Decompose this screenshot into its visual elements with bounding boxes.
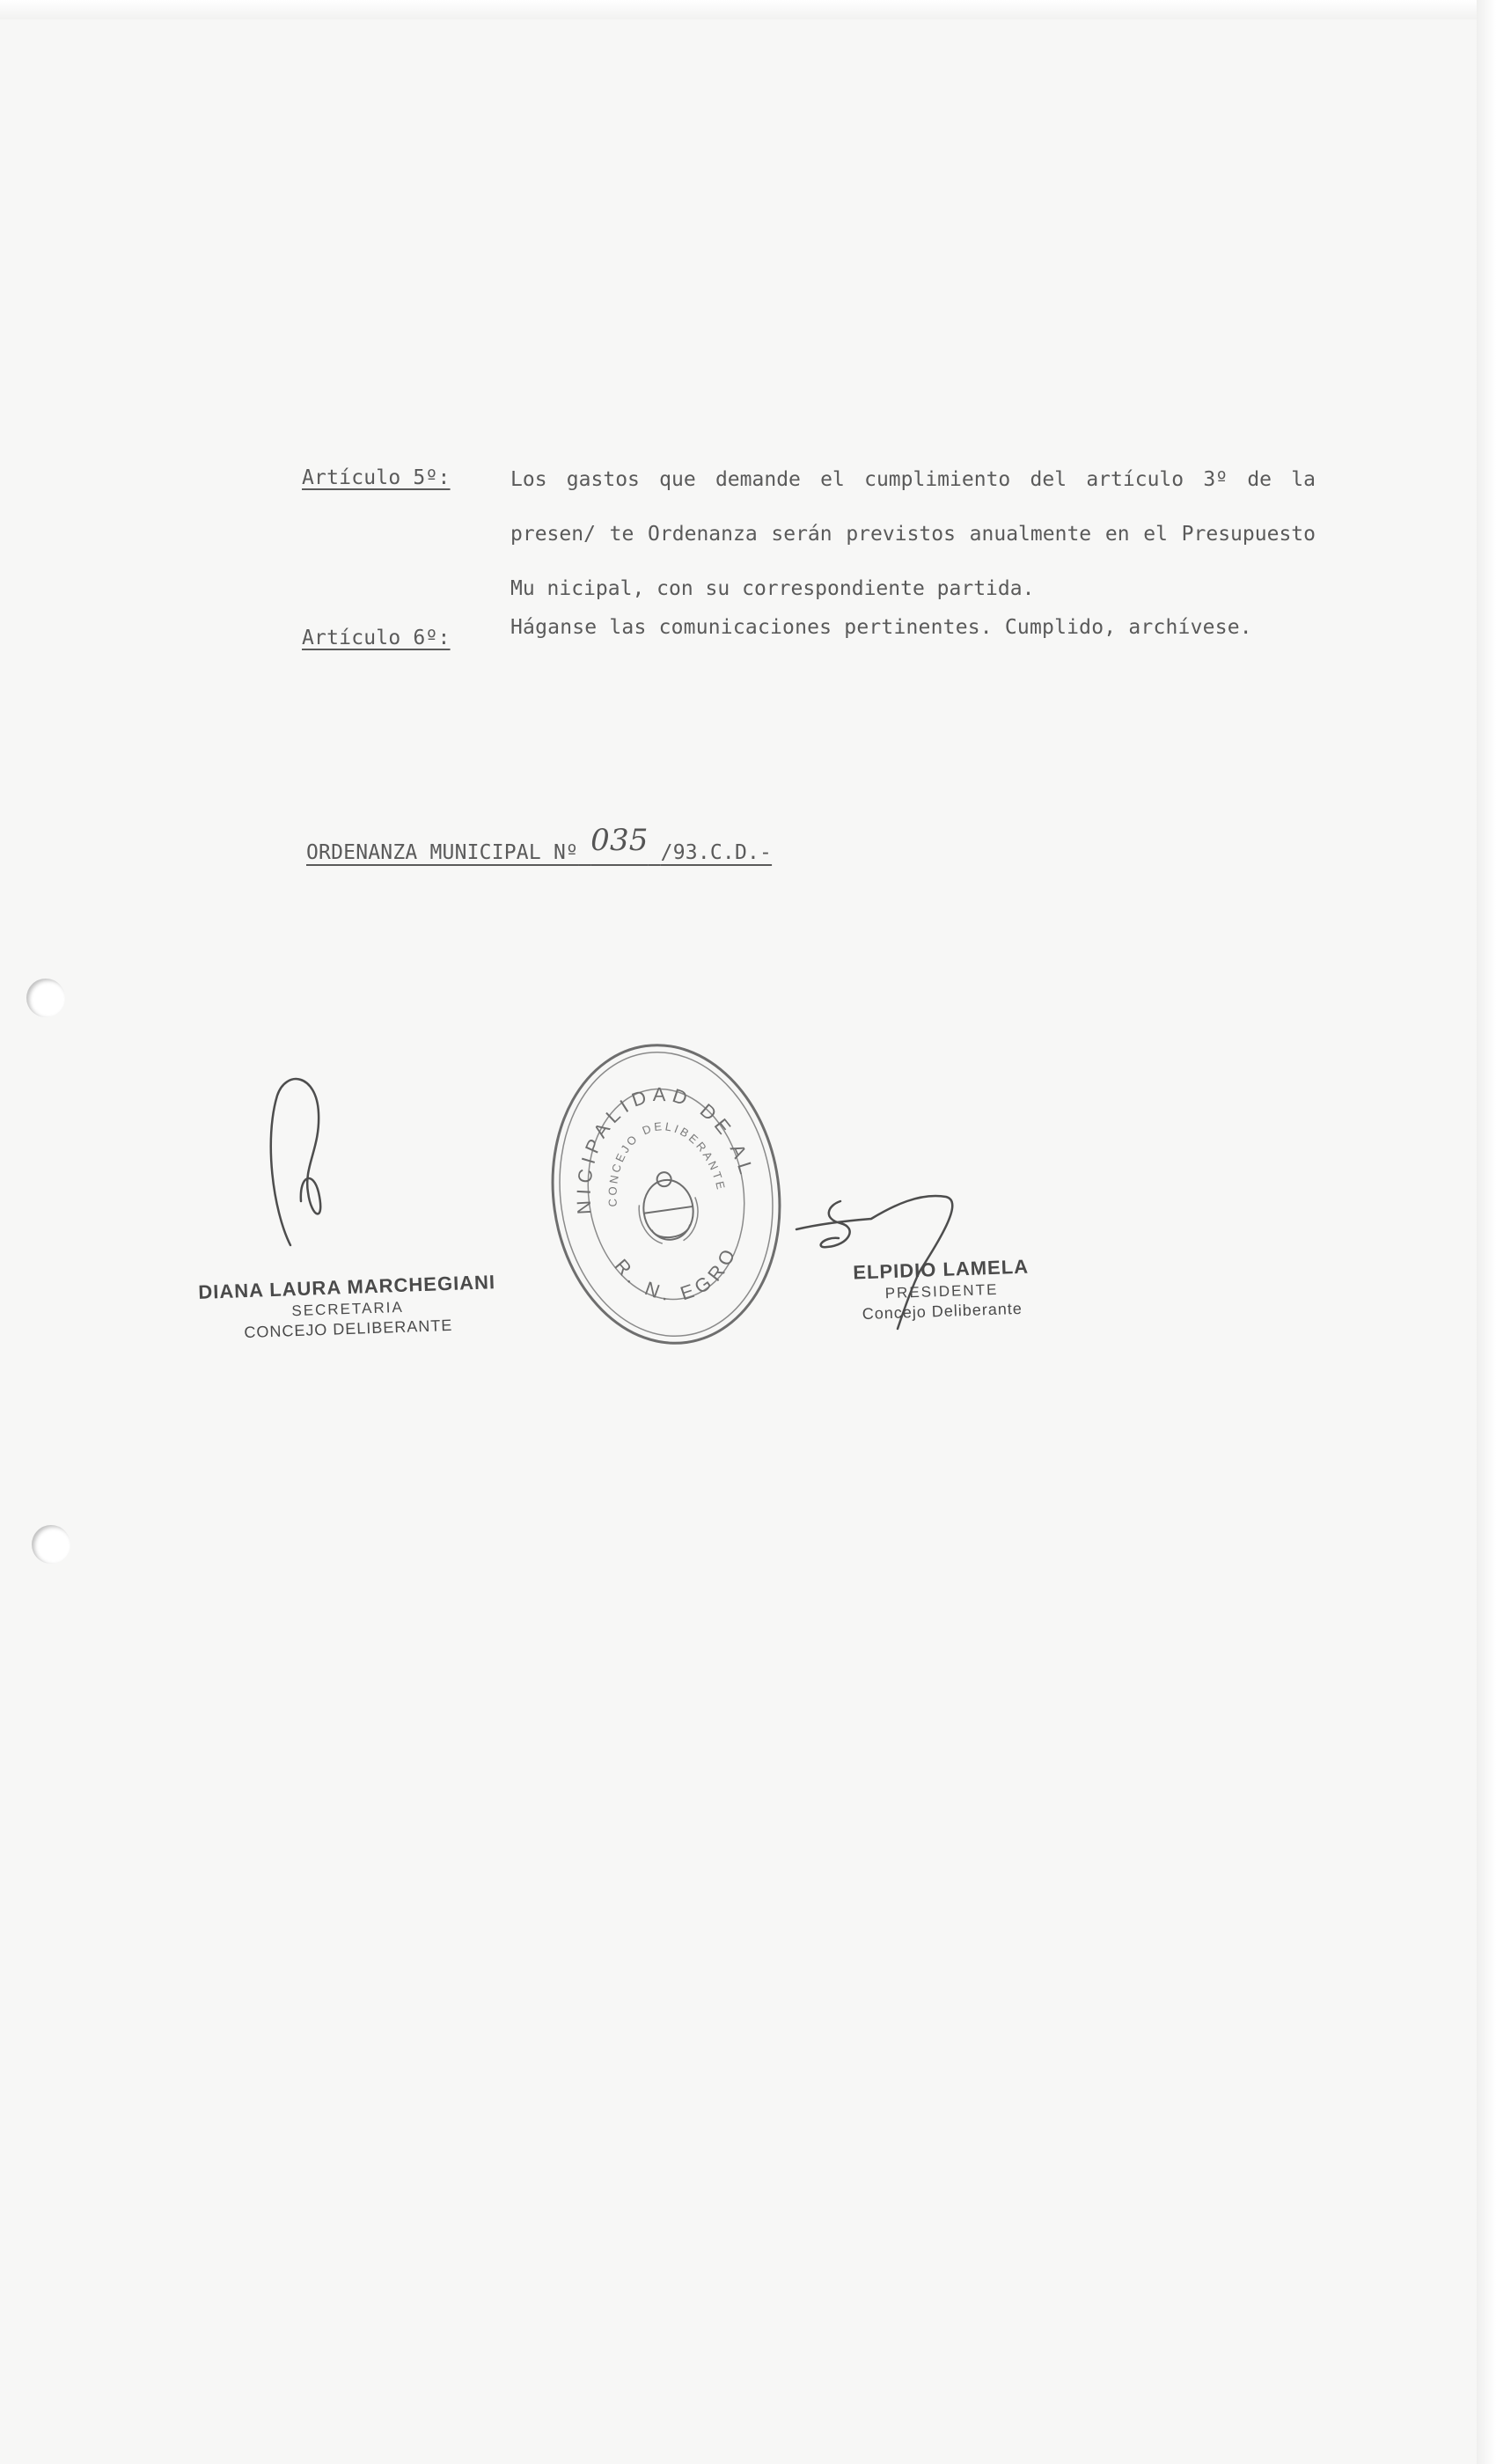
article-5-label: Artículo 5º: bbox=[302, 466, 451, 489]
signature-right-body: Concejo Deliberante bbox=[862, 1299, 1023, 1324]
signature-right-block bbox=[796, 1253, 1088, 1325]
signature-left-graphic bbox=[255, 1069, 352, 1254]
signature-right-role: PRESIDENTE bbox=[884, 1280, 999, 1302]
punch-hole-bottom bbox=[32, 1525, 70, 1564]
official-seal bbox=[546, 1038, 788, 1351]
svg-text:R. N. EGRO: R. N. EGRO bbox=[610, 1241, 742, 1306]
article-5-text: Los gastos que demande el cumplimiento del artículo 3º de la presen/ te Ordenanza serán previstos anualmente en el Presupuesto Mu nicipal, con su correspondiente partida. bbox=[510, 468, 1316, 600]
coat-of-arms-icon bbox=[634, 1169, 702, 1246]
ordinance-handwritten-number: 035 bbox=[590, 823, 649, 858]
article-6-label: Artículo 6º: bbox=[302, 627, 451, 649]
paper-edge-right bbox=[1477, 0, 1496, 2464]
ordinance-prefix: ORDENANZA MUNICIPAL Nº bbox=[306, 841, 579, 864]
svg-text:MUNICIPALIDAD DE ALLEN: MUNICIPALIDAD DE ALLEN bbox=[572, 1083, 759, 1215]
svg-text:CONCEJO DELIBERANTE: CONCEJO DELIBERANTE bbox=[605, 1119, 729, 1207]
signature-right-name: ELPIDIO LAMELA bbox=[852, 1255, 1030, 1284]
signature-left-name: DIANA LAURA MARCHEGIANI bbox=[197, 1271, 496, 1303]
signature-left-role: SECRETARIA bbox=[291, 1298, 405, 1320]
signature-left-body: CONCEJO DELIBERANTE bbox=[244, 1316, 453, 1342]
punch-hole-top bbox=[26, 979, 65, 1017]
article-6-text: Háganse las comunicaciones pertinentes. Cumplido, archívese. bbox=[510, 616, 1252, 639]
ordinance-number-line bbox=[306, 823, 773, 867]
paper-edge-top bbox=[0, 0, 1496, 19]
signature-left-block bbox=[184, 1271, 511, 1345]
ordinance-suffix: /93.C.D.- bbox=[660, 841, 773, 864]
